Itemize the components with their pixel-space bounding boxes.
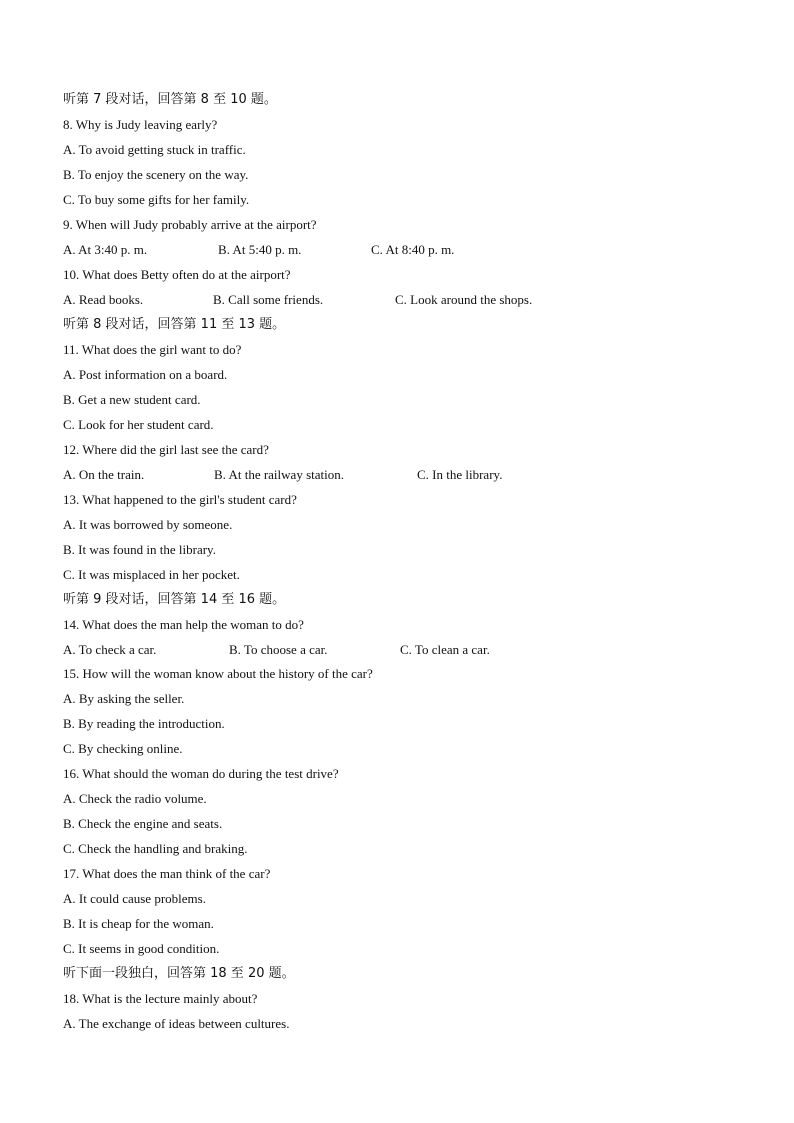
question-14-option-a: A. To check a car.	[63, 642, 157, 657]
question-13-option-b: B. It was found in the library.	[63, 542, 216, 557]
question-16-stem: 16. What should the woman do during the test drive?	[63, 766, 339, 781]
question-11-option-c: C. Look for her student card.	[63, 417, 214, 432]
question-14-stem: 14. What does the man help the woman to do?	[63, 617, 304, 632]
question-12-option-a: A. On the train.	[63, 467, 145, 482]
question-8-stem: 8. Why is Judy leaving early?	[63, 117, 218, 132]
question-13-stem: 13. What happened to the girl's student card?	[63, 492, 297, 507]
question-17-option-b: B. It is cheap for the woman.	[63, 916, 214, 931]
question-15-stem: 15. How will the woman know about the history of the car?	[63, 666, 373, 681]
section-heading-dialogue-9: 听第 9 段对话，回答第 14 至 16 题。	[63, 592, 286, 607]
question-18-option-a: A. The exchange of ideas between cultures.	[63, 1016, 290, 1031]
question-16-option-a: A. Check the radio volume.	[63, 791, 207, 806]
question-9-option-b: B. At 5:40 p. m.	[218, 242, 302, 257]
question-10-option-a: A. Read books.	[63, 292, 144, 307]
section-heading-monologue: 听下面一段独白，回答第 18 至 20 题。	[63, 966, 295, 981]
question-13-option-a: A. It was borrowed by someone.	[63, 517, 233, 532]
question-8-option-a: A. To avoid getting stuck in traffic.	[63, 142, 246, 157]
question-15-option-b: B. By reading the introduction.	[63, 716, 225, 731]
section-heading-dialogue-7: 听第 7 段对话，回答第 8 至 10 题。	[63, 92, 277, 107]
question-17-stem: 17. What does the man think of the car?	[63, 866, 271, 881]
question-15-option-c: C. By checking online.	[63, 741, 183, 756]
question-9-option-a: A. At 3:40 p. m.	[63, 242, 148, 257]
question-15-option-a: A. By asking the seller.	[63, 691, 185, 706]
question-12-option-b: B. At the railway station.	[214, 467, 344, 482]
question-9-option-c: C. At 8:40 p. m.	[371, 242, 455, 257]
question-8-option-c: C. To buy some gifts for her family.	[63, 192, 250, 207]
question-17-option-c: C. It seems in good condition.	[63, 941, 220, 956]
question-11-option-a: A. Post information on a board.	[63, 367, 228, 382]
question-9-stem: 9. When will Judy probably arrive at the airport?	[63, 217, 317, 232]
question-8-option-b: B. To enjoy the scenery on the way.	[63, 167, 249, 182]
question-13-option-c: C. It was misplaced in her pocket.	[63, 567, 240, 582]
question-12-option-c: C. In the library.	[417, 467, 503, 482]
question-10-option-c: C. Look around the shops.	[395, 292, 533, 307]
question-14-option-c: C. To clean a car.	[400, 642, 490, 657]
question-16-option-c: C. Check the handling and braking.	[63, 841, 248, 856]
question-12-stem: 12. Where did the girl last see the card?	[63, 442, 269, 457]
question-18-stem: 18. What is the lecture mainly about?	[63, 991, 258, 1006]
question-10-stem: 10. What does Betty often do at the airport?	[63, 267, 291, 282]
question-11-option-b: B. Get a new student card.	[63, 392, 201, 407]
section-heading-dialogue-8: 听第 8 段对话，回答第 11 至 13 题。	[63, 317, 286, 332]
question-16-option-b: B. Check the engine and seats.	[63, 816, 223, 831]
question-14-option-b: B. To choose a car.	[229, 642, 328, 657]
question-11-stem: 11. What does the girl want to do?	[63, 342, 242, 357]
question-10-option-b: B. Call some friends.	[213, 292, 324, 307]
question-17-option-a: A. It could cause problems.	[63, 891, 206, 906]
